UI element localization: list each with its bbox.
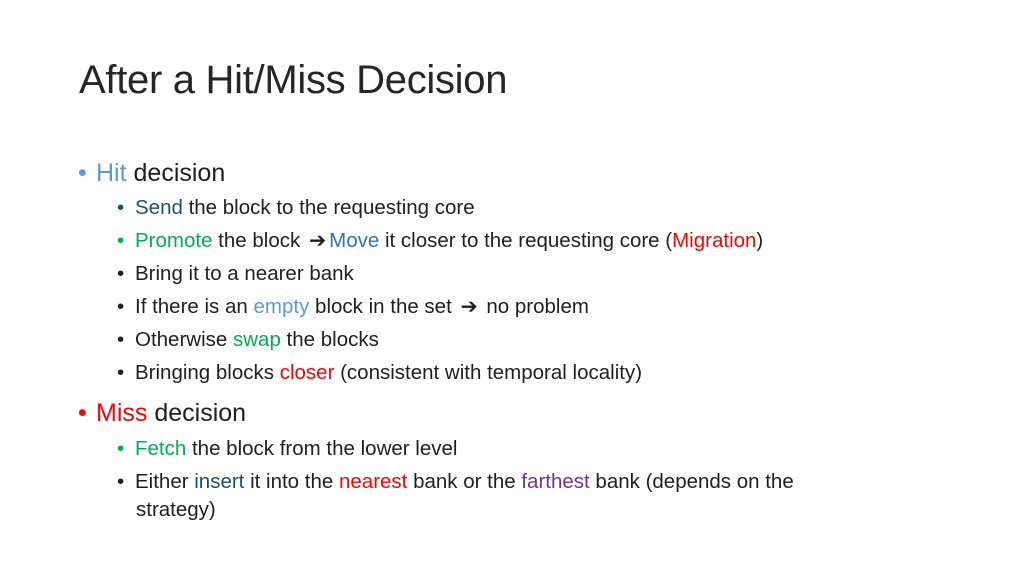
bullet-dot: • xyxy=(117,361,125,384)
keyword-insert: insert xyxy=(194,470,245,493)
bullet-hit-decision xyxy=(78,158,225,188)
keyword-miss: Miss xyxy=(96,399,148,427)
keyword-nearest: nearest xyxy=(338,470,408,493)
bullet-dot: • xyxy=(117,295,125,318)
bullet-dot: • xyxy=(78,159,87,187)
keyword-move: Move xyxy=(329,229,380,252)
item-text: the block xyxy=(212,229,306,252)
hit-item-promote xyxy=(117,228,763,254)
item-text: bank or the xyxy=(407,470,522,493)
hit-item-nearer-bank xyxy=(117,261,354,287)
hit-item-send xyxy=(117,195,475,221)
hit-item-closer xyxy=(117,360,642,386)
hit-item-swap xyxy=(117,327,379,353)
bullet-dot: • xyxy=(117,262,125,285)
keyword-migration: Migration xyxy=(672,229,757,252)
bullet-dot: • xyxy=(78,399,87,427)
item-text: the block from the lower level xyxy=(186,437,458,460)
arrow-icon: ➔ xyxy=(460,295,478,318)
keyword-swap: swap xyxy=(232,328,281,351)
bullet-dot: • xyxy=(117,470,125,493)
miss-rest: decision xyxy=(147,399,247,427)
item-text: ) xyxy=(756,229,764,252)
item-text: block in the set xyxy=(309,295,458,318)
slide-title: After a Hit/Miss Decision xyxy=(79,58,508,102)
item-text: Bringing blocks xyxy=(135,361,280,384)
item-text: the block to the requesting core xyxy=(182,196,475,219)
hit-rest: decision xyxy=(126,159,226,187)
bullet-dot: • xyxy=(117,328,125,351)
item-text: bank (depends on the xyxy=(589,470,794,493)
item-text: Either xyxy=(135,470,195,493)
keyword-empty: empty xyxy=(253,295,310,318)
item-text: Bring it to a nearer bank xyxy=(135,262,354,285)
item-text: no problem xyxy=(480,295,589,318)
keyword-fetch: Fetch xyxy=(135,437,187,460)
item-text: If there is an xyxy=(135,295,254,318)
bullet-miss-decision xyxy=(78,398,246,428)
bullet-dot: • xyxy=(117,229,125,252)
item-text: it closer to the requesting core ( xyxy=(379,229,673,252)
item-text: the blocks xyxy=(280,328,379,351)
item-text: (consistent with temporal locality) xyxy=(334,361,643,384)
hit-item-empty-block xyxy=(117,294,589,320)
keyword-hit: Hit xyxy=(96,159,127,187)
keyword-promote: Promote xyxy=(135,229,213,252)
bullet-dot: • xyxy=(117,437,125,460)
keyword-closer: closer xyxy=(279,361,335,384)
miss-item-fetch xyxy=(117,436,457,462)
keyword-farthest: farthest xyxy=(521,470,590,493)
item-text: it into the xyxy=(244,470,339,493)
miss-item-insert xyxy=(117,469,794,495)
miss-item-insert-wrap: strategy) xyxy=(136,498,216,521)
keyword-send: Send xyxy=(135,196,183,219)
item-text: Otherwise xyxy=(135,328,233,351)
arrow-icon: ➔ xyxy=(308,229,327,252)
bullet-dot: • xyxy=(117,196,125,219)
